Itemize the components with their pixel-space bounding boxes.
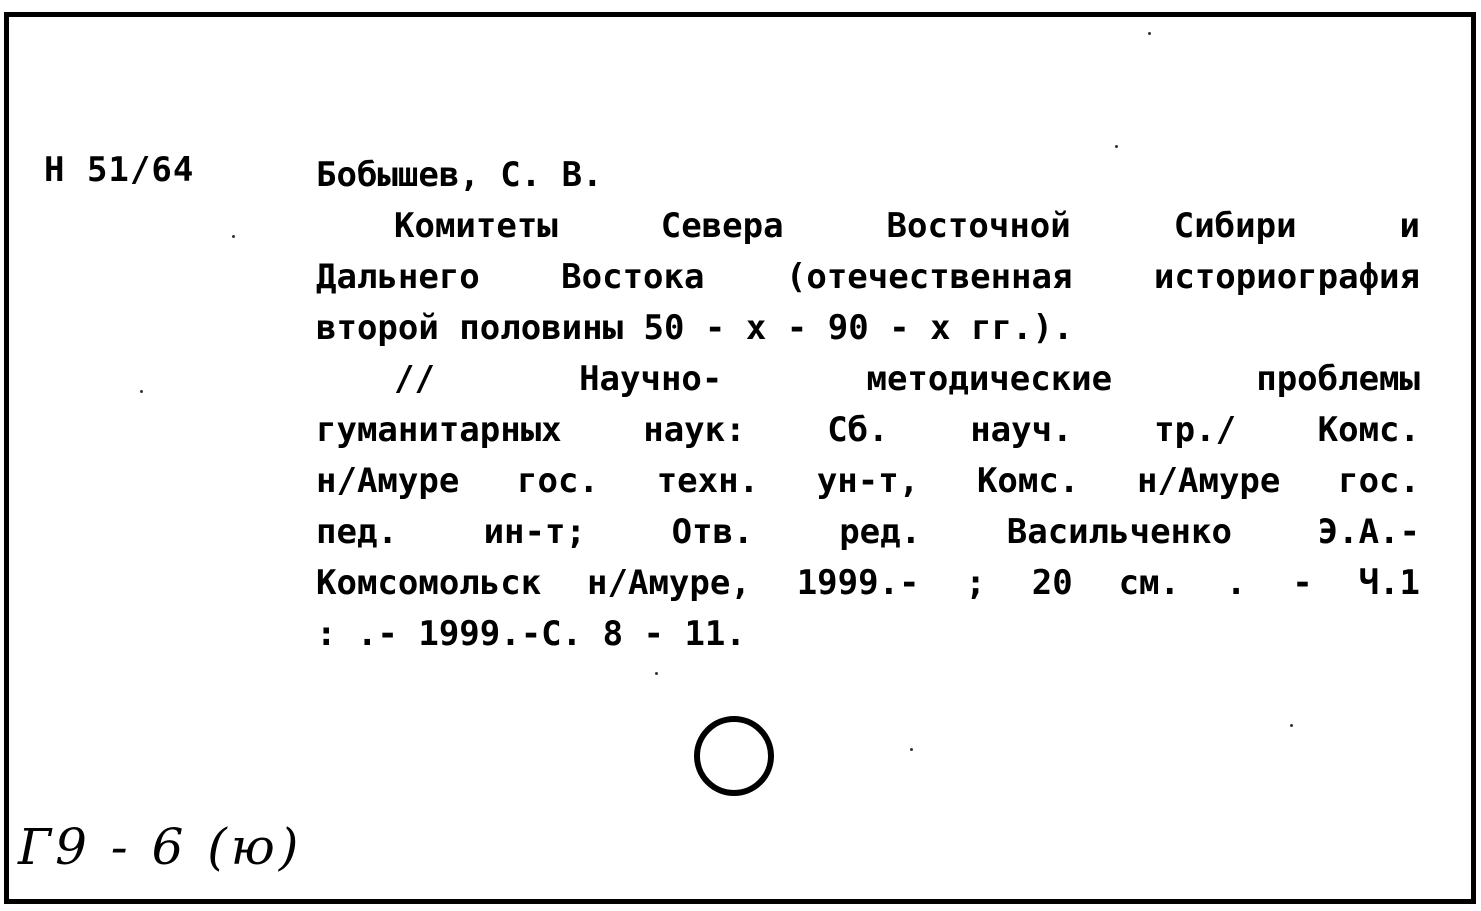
scan-speck [1115,145,1118,148]
source-line-4: пед. ин-т; Отв. ред. Васильченко Э.А.- [316,512,1420,552]
scan-speck [140,390,143,393]
scan-speck [232,235,235,238]
title-line-3: второй половины 50 - х - 90 - х гг.). [316,308,1074,348]
source-line-3: н/Амуре гос. техн. ун-т, Комс. н/Амуре гос. [316,461,1420,501]
pages-line: : .- 1999.-С. 8 - 11. [316,614,746,654]
scan-speck [1148,32,1151,35]
scan-speck [655,672,658,675]
handwritten-shelf-mark: Г9 - 6 (ю) [18,818,303,876]
call-number: Н 51/64 [44,150,195,190]
source-line-5: Комсомольск н/Амуре, 1999.- ; 20 см. . - Ч.1 [316,563,1420,603]
bibliographic-entry [316,150,1420,660]
title-line-1: Комитеты Севера Восточной Сибири и [394,206,1420,246]
author-name: Бобышев, С. В. [316,155,603,195]
source-line-2: гуманитарных наук: Сб. науч. тр./ Комс. [316,410,1420,450]
source-line-1: // Научно- методические проблемы [394,359,1420,399]
punch-hole [694,716,774,796]
scan-speck [1290,724,1293,727]
title-line-2: Дальнего Востока (отечественная историография [316,257,1420,297]
scan-speck [910,748,913,751]
